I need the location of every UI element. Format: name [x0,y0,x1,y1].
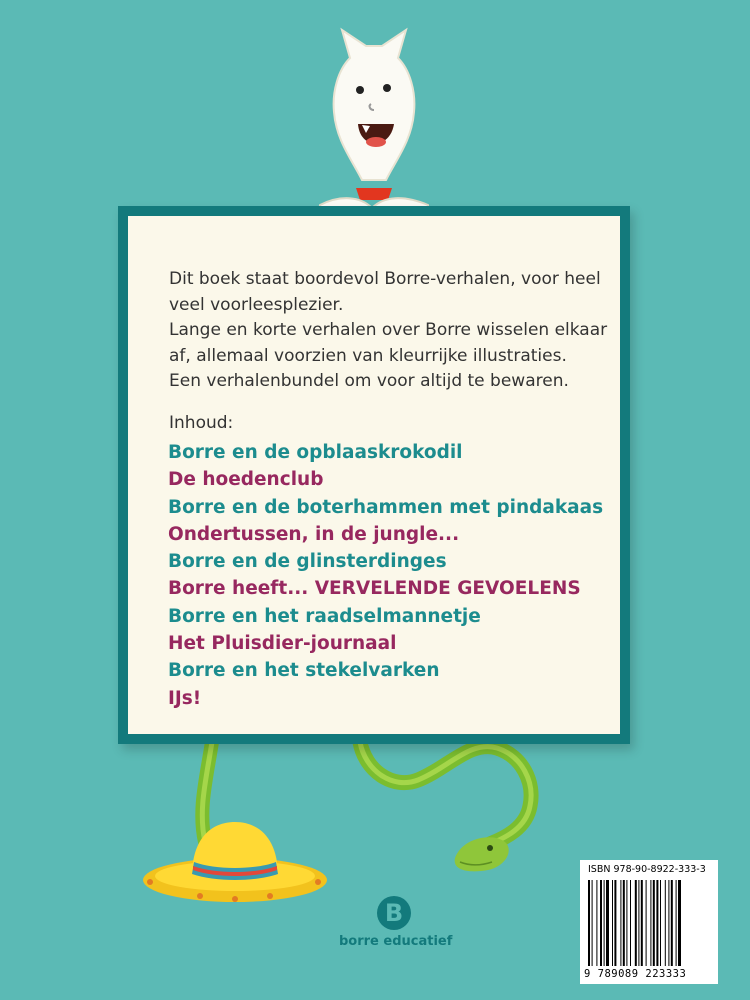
barcode-bar [646,880,647,966]
barcode-bar [641,880,643,966]
barcode-bar [665,880,666,966]
intro-paragraph-2: Lange en korte verhalen over Borre wisselen elkaar af, allemaal voorzien van kleurrijke illustraties. [169,320,608,366]
contents-item: Het Pluisdier-journaal [168,633,397,655]
publisher-name: borre educatief [339,934,453,949]
barcode-bar [596,880,597,966]
contents-item: IJs! [168,687,202,709]
contents-item: Borre en de boterhammen met pindakaas [168,496,604,518]
publisher-logo-letter: B [384,899,404,927]
sombrero-illustration [143,822,327,902]
barcode-bar [614,880,616,966]
contents-label: Inhoud: [169,413,234,433]
barcode-bar [606,880,609,966]
barcode-bar [671,880,673,966]
barcode-bar [656,880,658,966]
barcode-bar [588,880,590,966]
barcode-bar [650,880,651,966]
barcode-digits: 9 789089 223333 [584,968,687,980]
contents-item: Borre en het raadselmannetje [168,605,481,627]
contents-item: Borre en de opblaaskrokodil [168,442,463,463]
barcode-bar [678,880,681,966]
barcode-bars [588,880,710,966]
barcode-bar [623,880,625,966]
barcode-bar [635,880,637,966]
isbn-text: ISBN 978-90-8922-333-3 [588,864,706,875]
barcode-bar [604,880,605,966]
barcode-bar [653,880,655,966]
intro-paragraph-3: Een verhalenbundel om voor altijd te bewaren. [169,371,569,391]
contents-item: Borre heeft... VERVELENDE GEVOELENS [168,578,581,600]
contents-item: Borre en het stekelvarken [168,660,440,682]
barcode-bar [660,880,661,966]
content-panel [118,206,630,744]
barcode-bar [676,880,677,966]
barcode-bar [668,880,669,966]
barcode-bar [630,880,631,966]
contents-item: Borre en de glinsterdinges [168,551,447,573]
publisher-logo [339,896,453,949]
contents-item: Ondertussen, in de jungle... [168,523,460,545]
barcode-bar [620,880,621,966]
content-panel-inner [128,216,620,734]
barcode [580,860,718,984]
barcode-bar [600,880,602,966]
intro-paragraph-1: Dit boek staat boordevol Borre-verhalen, voor heel veel voorleesplezier. [169,269,601,315]
barcode-bar [592,880,593,966]
barcode-bar [612,880,613,966]
intro-text [169,267,619,395]
contents-item: De hoedenclub [168,469,324,491]
barcode-bar [626,880,627,966]
barcode-bar [638,880,639,966]
table-of-contents [168,439,603,712]
publisher-logo-icon [377,896,411,930]
